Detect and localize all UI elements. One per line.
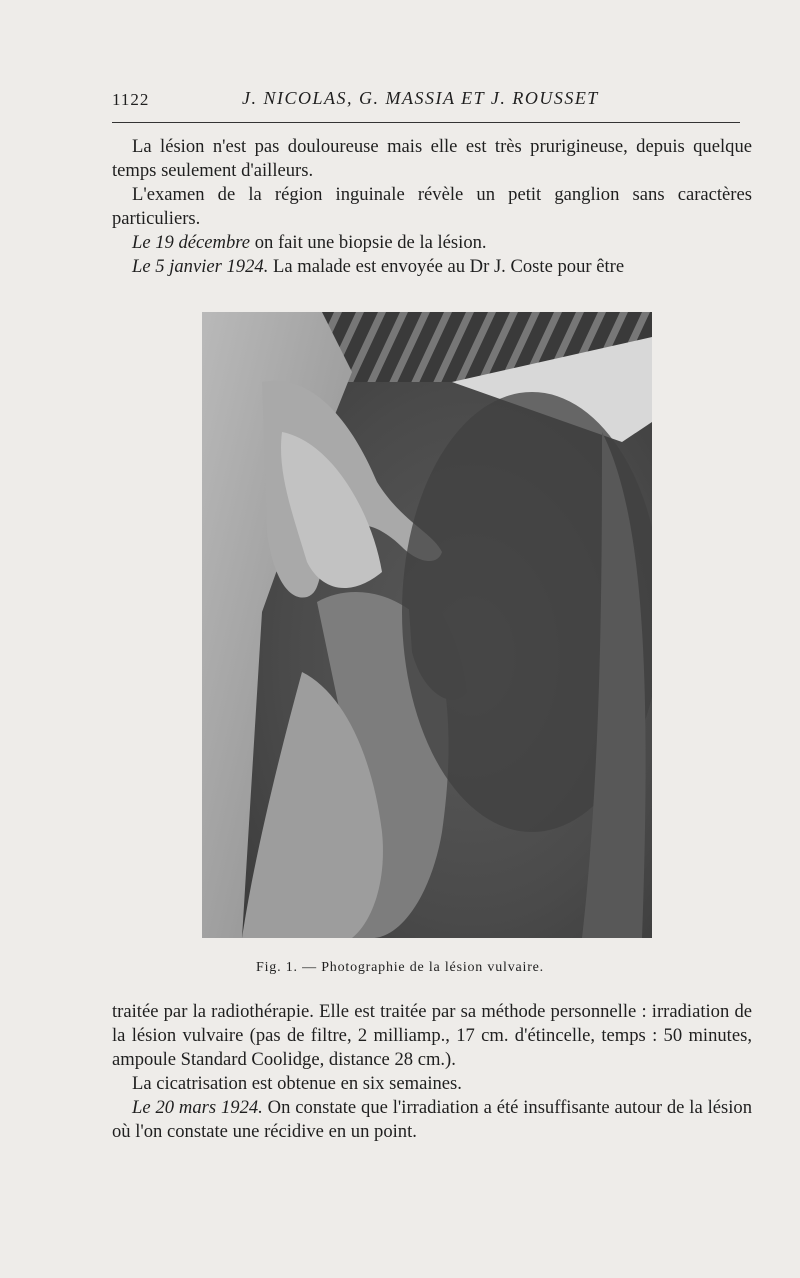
paragraph: Le 20 mars 1924. On constate que l'irradiation a été insuffisante autour de la lésion où l'on constate une récidive en un point.: [112, 1097, 752, 1142]
paragraph: La lésion n'est pas douloureuse mais elle est très prurigineuse, depuis quelque temps seulement d'ailleurs.: [112, 136, 752, 181]
figure-photograph: [202, 312, 652, 938]
paragraph: L'examen de la région inguinale révèle un petit ganglion sans caractères particuliers.: [112, 184, 752, 229]
paragraph: Le 19 décembre on fait une biopsie de la lésion.: [132, 232, 487, 253]
page-number: 1122: [112, 90, 150, 109]
date-label: Le 19 décembre: [132, 232, 251, 253]
figure-caption: Fig. 1. — Photographie de la lésion vulvaire.: [256, 960, 544, 975]
paragraph: Le 5 janvier 1924. La malade est envoyée au Dr J. Coste pour être: [132, 256, 625, 277]
date-label: Le 20 mars 1924.: [132, 1097, 263, 1118]
running-header: J. NICOLAS, G. MASSIA ET J. ROUSSET: [242, 88, 599, 108]
paragraph: La cicatrisation est obtenue en six semaines.: [132, 1073, 462, 1094]
date-label: Le 5 janvier 1924.: [132, 256, 269, 277]
body-text-bottom: [112, 1000, 752, 1144]
body-text-top: [112, 135, 752, 279]
paragraph: traitée par la radiothérapie. Elle est traitée par sa méthode personnelle : irradiation de la lésion vulvaire (pas de filtre, 2 milliamp., 17 cm. d'étincelle, temps : 50 minutes, ampoule Standard Coolidge, distance 28 cm.).: [112, 1001, 752, 1070]
header-rule: [112, 122, 740, 123]
